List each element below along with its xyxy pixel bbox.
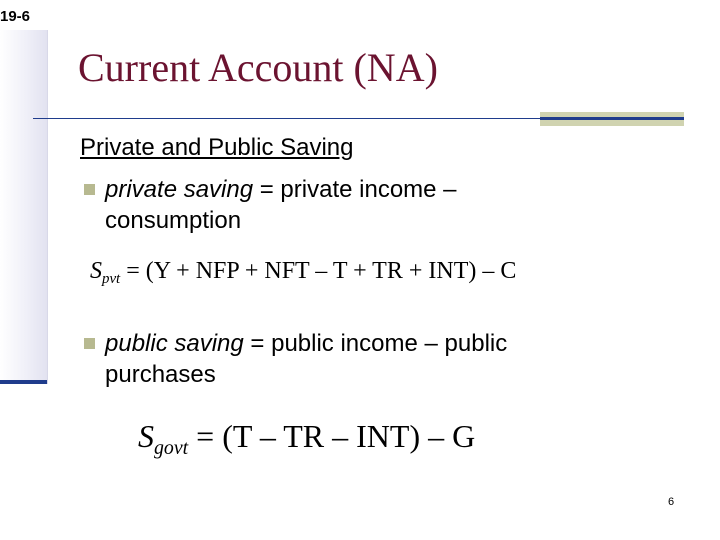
title-rule-accent-line: [540, 117, 684, 120]
bullet-term: public saving: [105, 330, 244, 357]
left-decor-base-line: [0, 380, 47, 384]
equation-lhs: S: [90, 258, 102, 284]
equation-lhs-subscript: govt: [154, 436, 189, 459]
equation-lhs: S: [138, 418, 154, 454]
equation-rhs: = (Y + NFP + NFT – T + TR + INT) – C: [120, 258, 517, 284]
bullet-text-continued: purchases: [105, 361, 216, 388]
equation-private-saving: [90, 258, 516, 288]
bullet-square-icon: [84, 184, 95, 195]
bullet-square-icon: [84, 338, 95, 349]
bullet-text-continued: consumption: [105, 207, 242, 234]
bullet-text: = public income – public: [243, 330, 508, 357]
page-number: 6: [668, 496, 675, 508]
bullet-term: private saving: [105, 176, 254, 203]
bullet-private-saving: [84, 174, 457, 236]
equation-lhs-subscript: pvt: [102, 271, 121, 288]
slide-title: Current Account (NA): [78, 45, 438, 90]
bullet-text: = private income –: [253, 176, 457, 203]
section-heading: Private and Public Saving: [80, 134, 354, 161]
bullet-public-saving: [84, 328, 507, 390]
equation-public-saving: [138, 418, 475, 460]
equation-rhs: = (T – TR – INT) – G: [188, 418, 476, 454]
left-decor-bar: [0, 30, 48, 384]
slide-tag: 19-6: [0, 8, 31, 25]
